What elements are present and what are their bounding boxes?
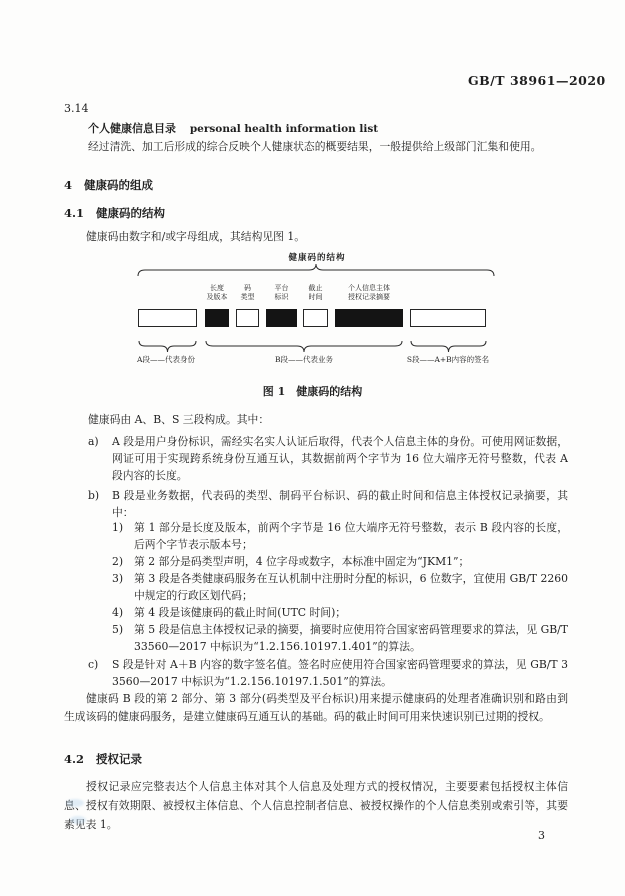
sub-text-4: 第 4 段是该健康码的截止时间(UTC 时间)； [134, 606, 347, 619]
underbrace-segment-a [138, 340, 197, 353]
sub-marker-5: 5) [112, 623, 124, 636]
list-text-c: S 段是针对 A＋B 内容的数字签名值。签名时应使用符合国家密码管理要求的算法，见 GB/T 33560—2017 中标识为“1.2.156.10197.1.501”的算法。 [112, 658, 568, 688]
sub-text-5: 第 5 段是信息主体授权记录的摘要，摘要时应使用符合国家密码管理要求的算法，见 GB/T 33560—2017 中标识为“1.2.156.10197.1.401”的算法。 [134, 623, 568, 653]
segment-s-box [410, 309, 486, 327]
overbrace [137, 263, 495, 277]
figure-diagram-title: 健康码的结构 [288, 253, 346, 263]
section-4-1-number: 4.1 [64, 206, 85, 220]
standard-code: GB/T 38961—2020 [468, 73, 606, 88]
field-label-length-version: 长度 及版本 [206, 284, 228, 301]
field-box-length-version [205, 309, 229, 327]
section-4-1-intro: 健康码由数字和/或字母组成，其结构见图 1。 [86, 230, 306, 243]
scan-artifact [70, 816, 86, 824]
term-english: personal health information list [189, 123, 379, 135]
sub-text-1: 第 1 部分是长度及版本，前两个字节是 16 位大端序无符号整数，表示 B 段内容的长度，后两个字节表示版本号； [134, 521, 568, 551]
scan-artifact [66, 799, 84, 807]
term-chinese: 个人健康信息目录 [88, 122, 176, 135]
field-label-platform-id: 平台 标识 [274, 284, 289, 301]
section-4-2-title: 授权记录 [96, 752, 143, 766]
sub-item-4 [112, 604, 568, 621]
list-text-a: A 段是用户身份标识，需经实名实人认证后取得，代表个人信息主体的身份。可使用网证数据，网证可用于实现跨系统身份互通互认，其数据前两个字节为 16 位大端序无符号整数，代表 A 段内容的长度。 [112, 435, 568, 482]
section-4-number: 4 [64, 178, 73, 192]
sub-text-3: 第 3 段是各类健康码服务在互认机制中注册时分配的标识，6 位数字，宜使用 GB/T 2260 中规定的行政区划代码； [134, 572, 568, 602]
field-box-expiry-time [303, 309, 328, 327]
section-4-1-heading [64, 205, 165, 221]
term-number: 3.14 [64, 102, 89, 115]
field-box-code-type [236, 309, 259, 327]
section-4-2-number: 4.2 [64, 752, 85, 766]
term-title-line [88, 120, 378, 136]
sub-marker-2: 2) [112, 555, 124, 568]
field-box-authorization-digest [335, 309, 403, 327]
field-label-authorization-digest: 个人信息主体 授权记录摘要 [348, 284, 390, 301]
list-item-c [88, 656, 568, 690]
list-marker-c: c) [88, 658, 99, 671]
segment-b-label: B段——代表业务 [274, 355, 333, 364]
underbrace-segment-b [205, 340, 403, 353]
section-4-2-paragraph: 授权记录应完整表达个人信息主体对其个人信息及处理方式的授权情况，主要要素包括授权主体信息、授权有效期限、被授权主体信息、个人信息控制者信息、被授权操作的个人信息类别或索引等，其要素见表 1。 [64, 780, 568, 831]
sub-text-2: 第 2 部分是码类型声明，4 位字母或数字，本标准中固定为“JKM1”； [134, 555, 470, 568]
list-item-a [88, 433, 568, 484]
segment-a-box [138, 309, 197, 327]
sub-item-2 [112, 553, 568, 570]
composition-closing-paragraph: 健康码 B 段的第 2 部分、第 3 部分(码类型及平台标识)用来提示健康码的处理者准确识别和路由到生成该码的健康码服务，是建立健康码互通互认的基础。码的截止时间可用来快速识别已过期的授权。 [64, 692, 568, 723]
list-marker-b: b) [88, 489, 100, 502]
list-marker-a: a) [88, 435, 99, 448]
figure-caption: 图 1 健康码的结构 [262, 385, 363, 398]
section-4-2-heading [64, 751, 142, 767]
page-number: 3 [538, 829, 545, 842]
sub-item-1 [112, 519, 568, 553]
sub-marker-4: 4) [112, 606, 124, 619]
section-4-heading [64, 177, 153, 193]
sub-item-3 [112, 570, 568, 604]
sub-marker-1: 1) [112, 521, 124, 534]
field-box-platform-id [266, 309, 297, 327]
segment-s-label: S段——A+B内容的签名 [406, 355, 490, 364]
underbrace-segment-s [410, 340, 487, 353]
list-text-b: B 段是业务数据，代表码的类型、制码平台标识、码的截止时间和信息主体授权记录摘要，其中： [112, 489, 568, 519]
term-definition: 经过清洗、加工后形成的综合反映个人健康状态的概要结果，一般提供给上级部门汇集和使用。 [88, 140, 542, 153]
sub-marker-3: 3) [112, 572, 124, 585]
sub-item-5 [112, 621, 568, 655]
composition-lead: 健康码由 A、B、S 三段构成。其中： [88, 413, 270, 426]
section-4-1-title: 健康码的结构 [96, 206, 166, 220]
section-4-title: 健康码的组成 [84, 178, 154, 192]
field-label-expiry-time: 截止 时间 [308, 284, 323, 301]
list-item-b [88, 487, 568, 521]
field-label-code-type: 码 类型 [240, 284, 255, 301]
segment-a-label: A段——代表身份 [137, 355, 195, 364]
